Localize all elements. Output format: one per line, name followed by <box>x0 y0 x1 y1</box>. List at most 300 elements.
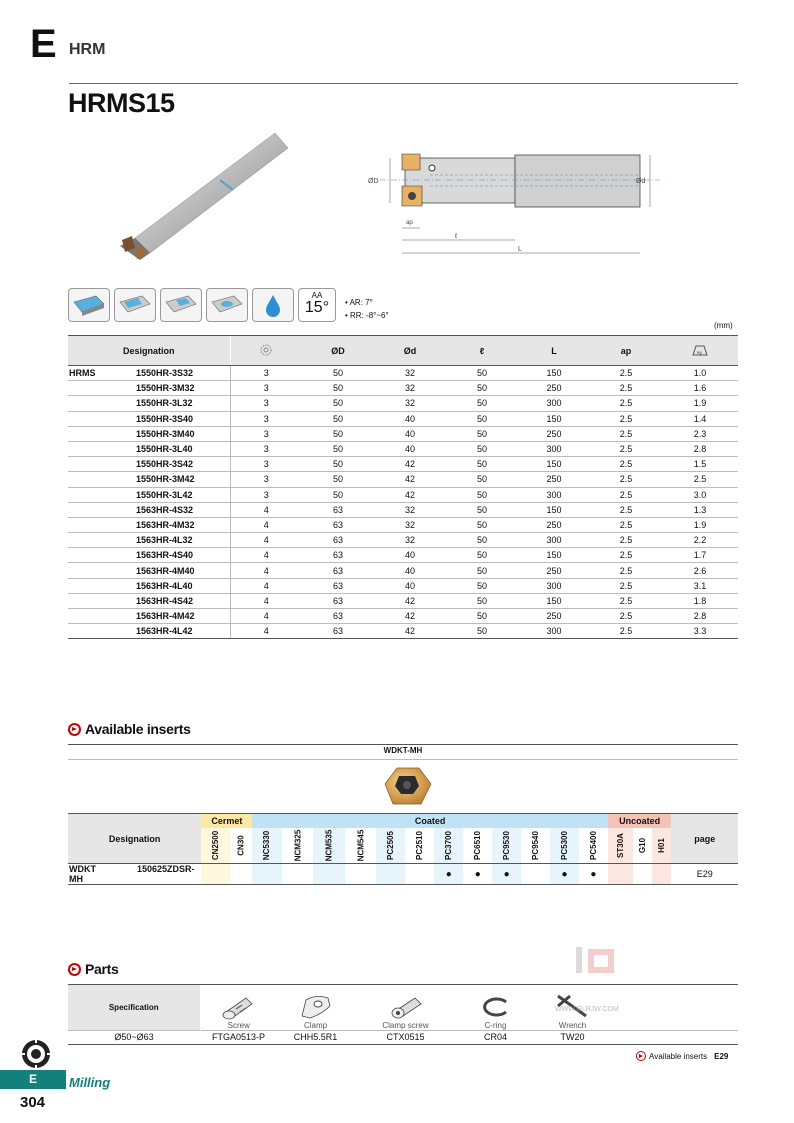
grade-availability-cell <box>252 864 281 885</box>
od-cell: 63 <box>302 502 374 517</box>
watermark-url: WWW.GLRJW.COM <box>555 1006 619 1013</box>
table-row <box>68 396 738 411</box>
teeth-cell: 3 <box>230 396 302 411</box>
teeth-cell: 4 <box>230 609 302 624</box>
ap-cell: 2.5 <box>590 548 662 563</box>
l-cell: 50 <box>446 457 518 472</box>
l-cell: 50 <box>446 624 518 639</box>
designation-cell: 1550HR-3L40 <box>136 441 230 456</box>
designation-cell: 1563HR-4L32 <box>136 533 230 548</box>
grade-availability-cell <box>463 864 492 885</box>
l-cell: 50 <box>446 593 518 608</box>
available-dot-icon: ● <box>503 868 510 880</box>
ref-label: Available inserts <box>649 1051 708 1061</box>
od-cell: 63 <box>302 517 374 532</box>
grade-availability-cell <box>550 864 579 885</box>
od-cell: 50 <box>302 396 374 411</box>
arrow-circle-icon <box>636 1051 646 1061</box>
d-cell: 42 <box>374 593 446 608</box>
table-row <box>68 426 738 441</box>
d-cell: 32 <box>374 381 446 396</box>
table-row <box>68 381 738 396</box>
od-cell: 50 <box>302 487 374 502</box>
available-dot-icon: ● <box>445 868 452 880</box>
col-ap: ap <box>590 336 662 366</box>
watermark-logo <box>548 945 668 1015</box>
l-cell: 50 <box>446 441 518 456</box>
ap-cell: 2.5 <box>590 426 662 441</box>
grade-availability-cell <box>434 864 463 885</box>
part-name: Clamp <box>303 1020 328 1030</box>
series-cell <box>68 624 136 639</box>
clamp-screw-code: CTX0515 <box>354 1030 457 1044</box>
grade-h01 <box>652 828 671 864</box>
grade-label: PC6510 <box>473 830 483 860</box>
grade-st30a <box>608 828 633 864</box>
grade-label: PC3700 <box>444 830 454 860</box>
spec-table <box>68 335 738 639</box>
teeth-cell: 4 <box>230 624 302 639</box>
designation-cell: 1550HR-3S42 <box>136 457 230 472</box>
part-name: C-ring <box>484 1020 507 1030</box>
d-dimension-label: Ød <box>636 178 646 185</box>
grade-pc2510 <box>405 828 434 864</box>
weight-cell: 3.3 <box>662 624 738 639</box>
grade-label: CN30 <box>237 835 247 856</box>
insert-grade-table <box>68 813 738 885</box>
designation-cell: 1550HR-3M42 <box>136 472 230 487</box>
weight-cell: 1.8 <box>662 593 738 608</box>
grade-label: G10 <box>637 837 647 853</box>
designation-cell: 1550HR-3S32 <box>136 366 230 381</box>
ap-cell: 2.5 <box>590 457 662 472</box>
weight-cell: 2.2 <box>662 533 738 548</box>
teeth-cell: 3 <box>230 457 302 472</box>
table-row <box>68 533 738 548</box>
brand-logo-icon <box>20 1038 52 1070</box>
teeth-cell: 3 <box>230 487 302 502</box>
l-cell: 50 <box>446 502 518 517</box>
teeth-cell: 3 <box>230 441 302 456</box>
weight-cell: 1.9 <box>662 396 738 411</box>
od-cell: 50 <box>302 441 374 456</box>
od-cell: 63 <box>302 624 374 639</box>
L-cell: 300 <box>518 396 590 411</box>
od-cell: 63 <box>302 563 374 578</box>
section-tab: E <box>0 1070 66 1089</box>
teeth-cell: 4 <box>230 548 302 563</box>
table-row <box>68 487 738 502</box>
category-label: Milling <box>69 1075 111 1090</box>
insert-designation-header: Designation <box>68 814 201 864</box>
grade-ncm545 <box>345 828 377 864</box>
weight-cell: 1.6 <box>662 381 738 396</box>
L-cell: 150 <box>518 411 590 426</box>
col-l: ℓ <box>446 336 518 366</box>
series-cell <box>68 457 136 472</box>
col-designation: Designation <box>68 336 230 366</box>
grade-label: PC2510 <box>415 830 425 860</box>
designation-cell: 1563HR-4L40 <box>136 578 230 593</box>
grade-nc5330 <box>252 828 281 864</box>
grade-availability-cell <box>201 864 230 885</box>
application-icons <box>68 288 336 324</box>
c-ring-icon <box>478 994 514 1020</box>
L-cell: 300 <box>518 624 590 639</box>
page-number: 304 <box>20 1094 46 1111</box>
parts-spec-header: Specification <box>68 985 200 1030</box>
teeth-cell: 3 <box>230 411 302 426</box>
series-cell <box>68 593 136 608</box>
coated-group-header: Coated <box>252 814 607 828</box>
grade-availability-cell <box>521 864 550 885</box>
teeth-cell: 3 <box>230 472 302 487</box>
weight-cell: 1.7 <box>662 548 738 563</box>
weight-cell: 1.4 <box>662 411 738 426</box>
od-cell: 50 <box>302 411 374 426</box>
d-cell: 40 <box>374 548 446 563</box>
available-inserts-heading <box>68 721 191 737</box>
col-L: L <box>518 336 590 366</box>
ap-cell: 2.5 <box>590 441 662 456</box>
designation-cell: 1563HR-4S32 <box>136 502 230 517</box>
L-cell: 250 <box>518 381 590 396</box>
ap-cell: 2.5 <box>590 487 662 502</box>
d-cell: 40 <box>374 578 446 593</box>
part-clamp <box>277 985 354 1030</box>
l-cell: 50 <box>446 381 518 396</box>
ap-cell: 2.5 <box>590 366 662 381</box>
teeth-cell: 3 <box>230 381 302 396</box>
grade-label: PC9540 <box>531 830 541 860</box>
L-cell: 250 <box>518 563 590 578</box>
series-cell: HRMS <box>68 366 136 381</box>
part-name: Screw <box>227 1020 250 1030</box>
grade-label: PC9530 <box>502 830 512 860</box>
designation-cell: 1563HR-4M32 <box>136 517 230 532</box>
grade-availability-cell <box>633 864 652 885</box>
grade-label: PC5400 <box>588 830 598 860</box>
d-cell: 42 <box>374 624 446 639</box>
part-name: Clamp screw <box>382 1020 429 1030</box>
available-inserts-link[interactable] <box>636 1051 728 1061</box>
inserts-rule-mid <box>68 759 738 760</box>
designation-cell: 1563HR-4M40 <box>136 563 230 578</box>
insert-page-ref[interactable]: E29 <box>671 864 738 885</box>
total-length-label: L <box>518 246 522 253</box>
insert-code: 150625ZDSR-MH <box>69 864 195 884</box>
table-row <box>68 593 738 608</box>
l-cell: 50 <box>446 609 518 624</box>
series-cell <box>68 548 136 563</box>
part-clamp-screw <box>354 985 457 1030</box>
aa-label: AA <box>311 291 323 300</box>
grade-label: NCM545 <box>356 829 366 862</box>
designation-cell: 1563HR-4M42 <box>136 609 230 624</box>
header-divider <box>69 83 738 84</box>
grade-availability-cell <box>608 864 633 885</box>
grade-availability-cell <box>231 864 253 885</box>
od-cell: 63 <box>302 533 374 548</box>
grade-ncm535 <box>313 828 345 864</box>
d-cell: 32 <box>374 502 446 517</box>
designation-cell: 1550HR-3M40 <box>136 426 230 441</box>
d-cell: 40 <box>374 411 446 426</box>
designation-cell: 1550HR-3M32 <box>136 381 230 396</box>
coolant-icon <box>252 288 294 322</box>
grade-label: ST30A <box>615 832 625 858</box>
insert-designation-cell <box>68 864 201 885</box>
table-row <box>68 457 738 472</box>
part-c-ring <box>457 985 534 1030</box>
d-cell: 32 <box>374 366 446 381</box>
L-cell: 250 <box>518 472 590 487</box>
designation-cell: 1563HR-4S42 <box>136 593 230 608</box>
od-dimension-label: ØD <box>368 178 379 185</box>
L-cell: 300 <box>518 487 590 502</box>
ap-cell: 2.5 <box>590 593 662 608</box>
weight-cell: 2.8 <box>662 441 738 456</box>
unit-label: (mm) <box>714 321 733 330</box>
d-cell: 42 <box>374 472 446 487</box>
parts-spec-value: Ø50~Ø63 <box>68 1030 200 1044</box>
grade-availability-cell <box>652 864 671 885</box>
ap-cell: 2.5 <box>590 533 662 548</box>
screw-icon <box>220 994 258 1020</box>
d-cell: 40 <box>374 441 446 456</box>
grade-availability-cell <box>405 864 434 885</box>
weight-cell: 3.0 <box>662 487 738 502</box>
screw-code: FTGA0513-P <box>200 1030 277 1044</box>
L-cell: 250 <box>518 517 590 532</box>
ap-cell: 2.5 <box>590 517 662 532</box>
table-row <box>68 472 738 487</box>
od-cell: 63 <box>302 548 374 563</box>
l-cell: 50 <box>446 411 518 426</box>
available-dot-icon: ● <box>561 868 568 880</box>
grade-pc5400 <box>579 828 608 864</box>
table-row <box>68 624 738 639</box>
col-teeth <box>230 336 302 366</box>
table-row <box>68 366 738 381</box>
teeth-cell: 4 <box>230 517 302 532</box>
designation-cell: 1550HR-3S40 <box>136 411 230 426</box>
designation-cell: 1563HR-4S40 <box>136 548 230 563</box>
parts-heading <box>68 961 119 977</box>
l-cell: 50 <box>446 563 518 578</box>
table-row <box>68 609 738 624</box>
grade-label: CN2500 <box>211 830 221 860</box>
radial-rake: • RR: -8°~6° <box>345 311 389 320</box>
grade-cn2500 <box>201 828 230 864</box>
teeth-cell: 3 <box>230 426 302 441</box>
table-row <box>68 563 738 578</box>
tool-photo-image <box>105 128 295 263</box>
weight-cell: 1.3 <box>662 502 738 517</box>
l-cell: 50 <box>446 396 518 411</box>
grade-label: PC5300 <box>559 830 569 860</box>
L-cell: 250 <box>518 609 590 624</box>
grade-pc2505 <box>376 828 405 864</box>
L-cell: 150 <box>518 457 590 472</box>
l-dimension-label: ℓ <box>455 233 458 240</box>
ap-cell: 2.5 <box>590 396 662 411</box>
teeth-cell: 4 <box>230 578 302 593</box>
od-cell: 50 <box>302 381 374 396</box>
d-cell: 42 <box>374 457 446 472</box>
parts-empty-value <box>611 1030 738 1044</box>
series-cell <box>68 502 136 517</box>
page-header: page <box>671 814 738 864</box>
uncoated-group-header: Uncoated <box>608 814 672 828</box>
d-cell: 40 <box>374 426 446 441</box>
d-cell: 42 <box>374 609 446 624</box>
table-row <box>68 517 738 532</box>
ap-cell: 2.5 <box>590 624 662 639</box>
available-inserts-title: Available inserts <box>85 721 191 737</box>
arrow-circle-icon <box>68 723 81 736</box>
weight-cell: 2.8 <box>662 609 738 624</box>
available-dot-icon: ● <box>590 868 597 880</box>
section-letter: E <box>30 22 57 66</box>
grade-pc9530 <box>492 828 521 864</box>
teeth-cell: 4 <box>230 593 302 608</box>
ref-page: E29 <box>714 1051 729 1061</box>
axial-rake: • AR: 7° <box>345 298 373 307</box>
L-cell: 150 <box>518 366 590 381</box>
grade-label: H01 <box>657 837 667 853</box>
od-cell: 50 <box>302 426 374 441</box>
d-cell: 32 <box>374 533 446 548</box>
dimension-drawing <box>360 150 670 260</box>
svg-text:kg: kg <box>697 349 702 354</box>
l-cell: 50 <box>446 578 518 593</box>
table-row <box>68 578 738 593</box>
series-cell <box>68 578 136 593</box>
cermet-group-header: Cermet <box>201 814 252 828</box>
d-cell: 32 <box>374 517 446 532</box>
ap-cell: 2.5 <box>590 411 662 426</box>
parts-title: Parts <box>85 961 119 977</box>
teeth-cell: 3 <box>230 366 302 381</box>
table-row <box>68 502 738 517</box>
ap-cell: 2.5 <box>590 609 662 624</box>
grade-pc9540 <box>521 828 550 864</box>
available-dot-icon: ● <box>474 868 481 880</box>
series-cell <box>68 609 136 624</box>
series-cell <box>68 381 136 396</box>
page-title: HRMS15 <box>68 88 175 118</box>
teeth-count-icon <box>260 344 272 356</box>
l-cell: 50 <box>446 426 518 441</box>
series-cell <box>68 487 136 502</box>
grade-availability-cell <box>492 864 521 885</box>
od-cell: 50 <box>302 366 374 381</box>
series-cell <box>68 472 136 487</box>
clamp-icon <box>298 992 334 1020</box>
ap-cell: 2.5 <box>590 381 662 396</box>
od-cell: 50 <box>302 472 374 487</box>
teeth-cell: 4 <box>230 502 302 517</box>
col-d: Ød <box>374 336 446 366</box>
insert-image <box>377 764 437 810</box>
L-cell: 150 <box>518 502 590 517</box>
grade-availability-cell <box>579 864 608 885</box>
clamp-code: CHH5.5R1 <box>277 1030 354 1044</box>
d-cell: 40 <box>374 563 446 578</box>
rake-angle-notes <box>345 296 389 322</box>
insert-name: WDKT-MH <box>383 746 423 755</box>
l-cell: 50 <box>446 487 518 502</box>
wrench-code: TW20 <box>534 1030 611 1044</box>
weight-cell: 2.6 <box>662 563 738 578</box>
grade-availability-cell <box>345 864 377 885</box>
arrow-circle-icon <box>68 963 81 976</box>
ap-cell: 2.5 <box>590 578 662 593</box>
pocketing-icon <box>206 288 248 322</box>
d-cell: 32 <box>374 396 446 411</box>
l-cell: 50 <box>446 533 518 548</box>
od-cell: 63 <box>302 578 374 593</box>
series-cell <box>68 396 136 411</box>
grade-g10 <box>633 828 652 864</box>
grade-label: PC2505 <box>386 830 396 860</box>
series-cell <box>68 426 136 441</box>
grade-ncm325 <box>282 828 314 864</box>
grade-label: NCM535 <box>324 829 334 862</box>
part-name: Wrench <box>558 1020 587 1030</box>
L-cell: 150 <box>518 548 590 563</box>
od-cell: 63 <box>302 609 374 624</box>
approach-angle-icon <box>298 288 336 322</box>
grade-availability-cell <box>282 864 314 885</box>
weight-cell: 1.0 <box>662 366 738 381</box>
section-name: HRM <box>69 41 106 58</box>
od-cell: 63 <box>302 593 374 608</box>
L-cell: 250 <box>518 426 590 441</box>
c-ring-code: CR04 <box>457 1030 534 1044</box>
designation-cell: 1563HR-4L42 <box>136 624 230 639</box>
weight-cell: 1.9 <box>662 517 738 532</box>
grade-availability-cell <box>376 864 405 885</box>
designation-cell: 1550HR-3L42 <box>136 487 230 502</box>
designation-cell: 1550HR-3L32 <box>136 396 230 411</box>
clamp-screw-icon <box>387 994 425 1020</box>
series-cell <box>68 517 136 532</box>
od-cell: 50 <box>302 457 374 472</box>
ap-cell: 2.5 <box>590 502 662 517</box>
series-cell <box>68 563 136 578</box>
L-cell: 150 <box>518 593 590 608</box>
grade-pc6510 <box>463 828 492 864</box>
col-weight <box>662 336 738 366</box>
grade-label: NC5330 <box>262 830 272 860</box>
teeth-cell: 4 <box>230 533 302 548</box>
grade-availability-cell <box>313 864 345 885</box>
ap-cell: 2.5 <box>590 472 662 487</box>
grade-label: NCM325 <box>293 829 303 862</box>
L-cell: 300 <box>518 578 590 593</box>
series-cell <box>68 533 136 548</box>
table-row <box>68 411 738 426</box>
teeth-cell: 4 <box>230 563 302 578</box>
L-cell: 300 <box>518 441 590 456</box>
grade-pc3700 <box>434 828 463 864</box>
series-cell <box>68 411 136 426</box>
weight-cell: 2.5 <box>662 472 738 487</box>
grade-cn30 <box>231 828 253 864</box>
shoulder-milling-icon <box>114 288 156 322</box>
